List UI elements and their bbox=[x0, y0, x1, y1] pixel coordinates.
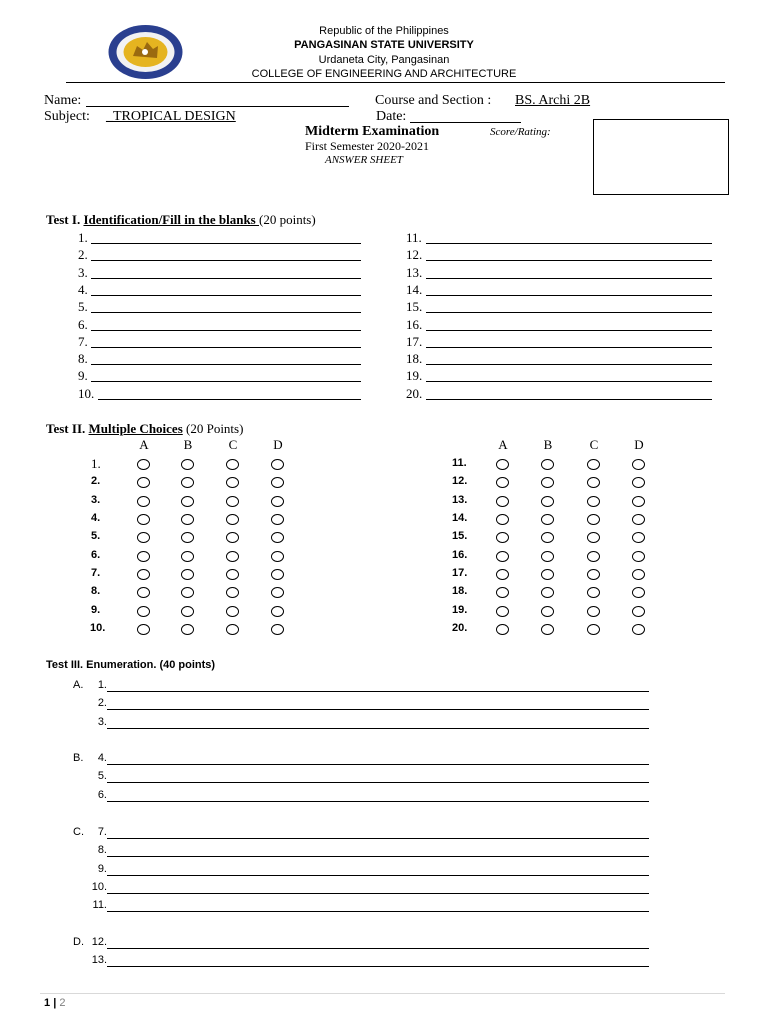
answer-bubble[interactable] bbox=[587, 459, 600, 470]
mc-item-number: 3. bbox=[91, 493, 101, 506]
mc-item-number: 18. bbox=[452, 585, 468, 598]
test1-answer-blank[interactable] bbox=[91, 347, 361, 348]
answer-bubble[interactable] bbox=[137, 459, 150, 470]
test1-answer-blank[interactable] bbox=[91, 381, 361, 382]
mc-item-number: 8. bbox=[91, 585, 101, 598]
enum-item-number: 5. bbox=[97, 770, 107, 783]
enum-item-number: 11. bbox=[92, 899, 107, 912]
enum-answer-blank[interactable] bbox=[107, 838, 649, 839]
answer-bubble[interactable] bbox=[541, 514, 554, 525]
test1-answer-blank[interactable] bbox=[426, 312, 712, 313]
mc-item-number: 6. bbox=[91, 548, 101, 561]
answer-bubble[interactable] bbox=[496, 514, 509, 525]
answer-bubble[interactable] bbox=[226, 459, 239, 470]
answer-bubble[interactable] bbox=[137, 606, 150, 617]
enum-item-number: 8. bbox=[97, 844, 107, 857]
answer-sheet-label: ANSWER SHEET bbox=[325, 154, 403, 166]
enum-item-number: 3. bbox=[97, 715, 107, 728]
test1-answer-blank[interactable] bbox=[426, 330, 712, 331]
answer-bubble[interactable] bbox=[632, 587, 645, 598]
answer-bubble[interactable] bbox=[181, 606, 194, 617]
answer-bubble[interactable] bbox=[632, 569, 645, 580]
page-number bbox=[44, 997, 65, 1009]
answer-bubble[interactable] bbox=[226, 569, 239, 580]
answer-bubble[interactable] bbox=[541, 606, 554, 617]
answer-bubble[interactable] bbox=[632, 532, 645, 543]
mc-item-number: 14. bbox=[452, 512, 468, 525]
mc-item-number: 17. bbox=[452, 567, 468, 580]
answer-bubble[interactable] bbox=[181, 551, 194, 562]
answer-bubble[interactable] bbox=[181, 514, 194, 525]
answer-bubble[interactable] bbox=[137, 587, 150, 598]
answer-bubble[interactable] bbox=[496, 477, 509, 488]
header-republic: Republic of the Philippines bbox=[319, 25, 449, 37]
option-letter: B bbox=[183, 437, 193, 452]
option-letter: A bbox=[139, 437, 149, 452]
footer-rule bbox=[40, 993, 725, 994]
answer-bubble[interactable] bbox=[541, 459, 554, 470]
test1-item-number: 8. bbox=[78, 351, 88, 367]
test1-item-number: 18. bbox=[406, 351, 423, 367]
answer-bubble[interactable] bbox=[226, 496, 239, 507]
mc-item-number: 5. bbox=[91, 530, 101, 543]
option-letter: D bbox=[634, 437, 644, 452]
answer-bubble[interactable] bbox=[181, 532, 194, 543]
answer-bubble[interactable] bbox=[587, 514, 600, 525]
answer-bubble[interactable] bbox=[226, 532, 239, 543]
enum-answer-blank[interactable] bbox=[107, 966, 649, 967]
mc-item-number: 20. bbox=[452, 622, 468, 635]
exam-title: Midterm Examination bbox=[305, 124, 440, 139]
test1-answer-blank[interactable] bbox=[426, 243, 712, 244]
enum-item-number: 4. bbox=[97, 752, 107, 764]
test1-item-number: 12. bbox=[406, 247, 423, 263]
answer-bubble[interactable] bbox=[541, 587, 554, 598]
mc-item-number: 11. bbox=[452, 457, 467, 469]
answer-bubble[interactable] bbox=[271, 532, 284, 543]
answer-bubble[interactable] bbox=[632, 496, 645, 507]
answer-bubble[interactable] bbox=[541, 477, 554, 488]
enum-answer-blank[interactable] bbox=[107, 801, 649, 802]
option-letter: C bbox=[228, 437, 238, 452]
test1-answer-blank[interactable] bbox=[91, 260, 361, 261]
option-letter: C bbox=[589, 437, 599, 452]
answer-bubble[interactable] bbox=[226, 606, 239, 617]
mc-item-number: 15. bbox=[452, 530, 468, 543]
answer-bubble[interactable] bbox=[271, 587, 284, 598]
test1-answer-blank[interactable] bbox=[98, 399, 361, 400]
answer-bubble[interactable] bbox=[587, 569, 600, 580]
enum-item-number: 9. bbox=[97, 862, 107, 875]
enum-item-number: 7. bbox=[97, 826, 107, 838]
enum-item-number: 1. bbox=[97, 679, 107, 691]
answer-bubble[interactable] bbox=[496, 551, 509, 562]
header-rule bbox=[66, 82, 725, 83]
answer-bubble[interactable] bbox=[137, 551, 150, 562]
answer-bubble[interactable] bbox=[181, 624, 194, 635]
answer-bubble[interactable] bbox=[271, 569, 284, 580]
answer-bubble[interactable] bbox=[541, 569, 554, 580]
answer-bubble[interactable] bbox=[632, 624, 645, 635]
test2-prefix: Test II. bbox=[46, 421, 89, 436]
answer-bubble[interactable] bbox=[137, 496, 150, 507]
test1-title: Identification/Fill in the blanks bbox=[83, 212, 259, 227]
test1-answer-blank[interactable] bbox=[91, 243, 361, 244]
test1-answer-blank[interactable] bbox=[426, 260, 712, 261]
mc-item-number: 2. bbox=[91, 475, 101, 488]
answer-bubble[interactable] bbox=[137, 477, 150, 488]
answer-bubble[interactable] bbox=[137, 514, 150, 525]
test1-heading bbox=[46, 212, 316, 228]
option-letter: D bbox=[273, 437, 283, 452]
test1-item-number: 2. bbox=[78, 247, 88, 263]
mc-item-number: 9. bbox=[91, 603, 101, 616]
test2-points: (20 Points) bbox=[182, 421, 244, 436]
mc-item-number: 12. bbox=[452, 475, 468, 488]
subject-label: Subject: bbox=[44, 109, 90, 124]
answer-bubble[interactable] bbox=[181, 496, 194, 507]
test1-points: (20 points) bbox=[259, 212, 316, 227]
mc-item-number: 10. bbox=[90, 622, 106, 635]
answer-bubble[interactable] bbox=[587, 606, 600, 617]
answer-bubble[interactable] bbox=[226, 477, 239, 488]
page-total: 2 bbox=[59, 997, 66, 1009]
answer-bubble[interactable] bbox=[496, 496, 509, 507]
test1-answer-blank[interactable] bbox=[426, 364, 712, 365]
answer-bubble[interactable] bbox=[541, 532, 554, 543]
mc-item-number: 16. bbox=[452, 548, 468, 561]
test1-answer-blank[interactable] bbox=[91, 278, 361, 279]
test1-item-number: 5. bbox=[78, 299, 88, 315]
answer-bubble[interactable] bbox=[271, 514, 284, 525]
test1-item-number: 4. bbox=[78, 281, 88, 297]
test1-item-number: 17. bbox=[406, 333, 423, 349]
mc-item-number: 7. bbox=[91, 567, 101, 580]
answer-bubble[interactable] bbox=[541, 496, 554, 507]
test2-title: Multiple Choices bbox=[88, 421, 183, 436]
score-label: Score/Rating: bbox=[490, 126, 551, 138]
course-label: Course and Section : bbox=[375, 93, 492, 108]
answer-bubble[interactable] bbox=[271, 551, 284, 562]
answer-bubble[interactable] bbox=[541, 624, 554, 635]
enum-item-number: 13. bbox=[91, 954, 107, 967]
test1-item-number: 1. bbox=[78, 230, 88, 245]
answer-bubble[interactable] bbox=[541, 551, 554, 562]
score-box[interactable] bbox=[593, 119, 729, 195]
header-college: COLLEGE OF ENGINEERING AND ARCHITECTURE bbox=[251, 68, 517, 80]
enum-answer-blank[interactable] bbox=[107, 709, 649, 710]
test1-answer-blank[interactable] bbox=[426, 278, 712, 279]
enum-item-number: 2. bbox=[97, 697, 107, 710]
answer-bubble[interactable] bbox=[226, 514, 239, 525]
answer-bubble[interactable] bbox=[271, 624, 284, 635]
enum-answer-blank[interactable] bbox=[107, 764, 649, 765]
answer-bubble[interactable] bbox=[271, 459, 284, 470]
test1-answer-blank[interactable] bbox=[91, 330, 361, 331]
enum-answer-blank[interactable] bbox=[107, 856, 649, 857]
header-university: PANGASINAN STATE UNIVERSITY bbox=[294, 39, 474, 51]
answer-bubble[interactable] bbox=[271, 606, 284, 617]
answer-bubble[interactable] bbox=[181, 477, 194, 488]
mc-item-number: 13. bbox=[452, 493, 468, 506]
enum-group-letter: C. bbox=[73, 826, 84, 838]
answer-bubble[interactable] bbox=[496, 459, 509, 470]
test1-item-number: 6. bbox=[78, 316, 88, 332]
answer-bubble[interactable] bbox=[226, 551, 239, 562]
enum-answer-blank[interactable] bbox=[107, 728, 649, 729]
enum-item-number: 10. bbox=[91, 880, 107, 893]
answer-bubble[interactable] bbox=[632, 514, 645, 525]
test1-item-number: 16. bbox=[406, 316, 423, 332]
semester: First Semester 2020-2021 bbox=[305, 139, 429, 153]
name-blank bbox=[86, 106, 349, 107]
answer-bubble[interactable] bbox=[181, 569, 194, 580]
answer-bubble[interactable] bbox=[587, 532, 600, 543]
answer-bubble[interactable] bbox=[137, 532, 150, 543]
enum-group-letter: A. bbox=[73, 679, 84, 691]
answer-bubble[interactable] bbox=[226, 624, 239, 635]
header-city: Urdaneta City, Pangasinan bbox=[318, 54, 450, 66]
test1-answer-blank[interactable] bbox=[91, 312, 361, 313]
enum-answer-blank[interactable] bbox=[107, 948, 649, 949]
test1-item-number: 19. bbox=[406, 368, 423, 384]
answer-bubble[interactable] bbox=[587, 477, 600, 488]
test1-answer-blank[interactable] bbox=[426, 381, 712, 382]
test1-prefix: Test I. bbox=[46, 212, 84, 227]
test1-item-number: 9. bbox=[78, 368, 88, 384]
mc-item-number: 4. bbox=[91, 512, 101, 525]
page-current: 1 bbox=[44, 997, 51, 1009]
enum-answer-blank[interactable] bbox=[107, 893, 649, 894]
test2-heading bbox=[46, 421, 243, 437]
enum-answer-blank[interactable] bbox=[107, 691, 649, 692]
answer-bubble[interactable] bbox=[632, 551, 645, 562]
answer-bubble[interactable] bbox=[587, 551, 600, 562]
date-blank bbox=[410, 122, 521, 123]
date-label: Date: bbox=[376, 109, 407, 124]
answer-bubble[interactable] bbox=[496, 587, 509, 598]
test1-item-number: 13. bbox=[406, 264, 423, 280]
test1-item-number: 11. bbox=[406, 230, 422, 245]
name-label: Name: bbox=[44, 93, 82, 108]
course-value: BS. Archi 2B bbox=[515, 93, 591, 108]
answer-bubble[interactable] bbox=[496, 606, 509, 617]
answer-bubble[interactable] bbox=[496, 532, 509, 543]
test1-item-number: 3. bbox=[78, 264, 88, 280]
answer-bubble[interactable] bbox=[587, 624, 600, 635]
subject-value: _TROPICAL DESIGN bbox=[106, 109, 236, 124]
answer-bubble[interactable] bbox=[137, 569, 150, 580]
answer-bubble[interactable] bbox=[226, 587, 239, 598]
enum-answer-blank[interactable] bbox=[107, 782, 649, 783]
test1-item-number: 20. bbox=[406, 385, 423, 401]
test1-answer-blank[interactable] bbox=[91, 295, 361, 296]
enum-answer-blank[interactable] bbox=[107, 875, 649, 876]
answer-bubble[interactable] bbox=[271, 477, 284, 488]
enum-item-number: 6. bbox=[97, 788, 107, 801]
answer-bubble[interactable] bbox=[587, 587, 600, 598]
answer-bubble[interactable] bbox=[496, 624, 509, 635]
answer-bubble[interactable] bbox=[137, 624, 150, 635]
test1-answer-blank[interactable] bbox=[426, 295, 712, 296]
answer-bubble[interactable] bbox=[181, 587, 194, 598]
enum-answer-blank[interactable] bbox=[107, 911, 649, 912]
option-letter: B bbox=[543, 437, 553, 452]
test1-item-number: 14. bbox=[406, 281, 423, 297]
answer-bubble[interactable] bbox=[632, 606, 645, 617]
answer-bubble[interactable] bbox=[271, 496, 284, 507]
answer-bubble[interactable] bbox=[632, 459, 645, 470]
answer-bubble[interactable] bbox=[632, 477, 645, 488]
test1-answer-blank[interactable] bbox=[91, 364, 361, 365]
enum-group-letter: D. bbox=[73, 936, 84, 948]
test1-item-number: 15. bbox=[406, 299, 423, 315]
mc-item-number: 1. bbox=[91, 456, 101, 471]
test3-heading: Test III. Enumeration. (40 points) bbox=[46, 659, 216, 671]
enum-item-number: 12. bbox=[91, 936, 107, 948]
page-sep: | bbox=[53, 997, 57, 1009]
mc-item-number: 19. bbox=[452, 603, 468, 616]
answer-bubble[interactable] bbox=[496, 569, 509, 580]
test1-item-number: 7. bbox=[78, 333, 88, 349]
answer-bubble[interactable] bbox=[587, 496, 600, 507]
test1-item-number: 10. bbox=[78, 385, 95, 401]
test1-answer-blank[interactable] bbox=[426, 347, 712, 348]
test1-answer-blank[interactable] bbox=[426, 399, 712, 400]
answer-bubble[interactable] bbox=[181, 459, 194, 470]
option-letter: A bbox=[498, 437, 508, 452]
enum-group-letter: B. bbox=[73, 752, 84, 764]
